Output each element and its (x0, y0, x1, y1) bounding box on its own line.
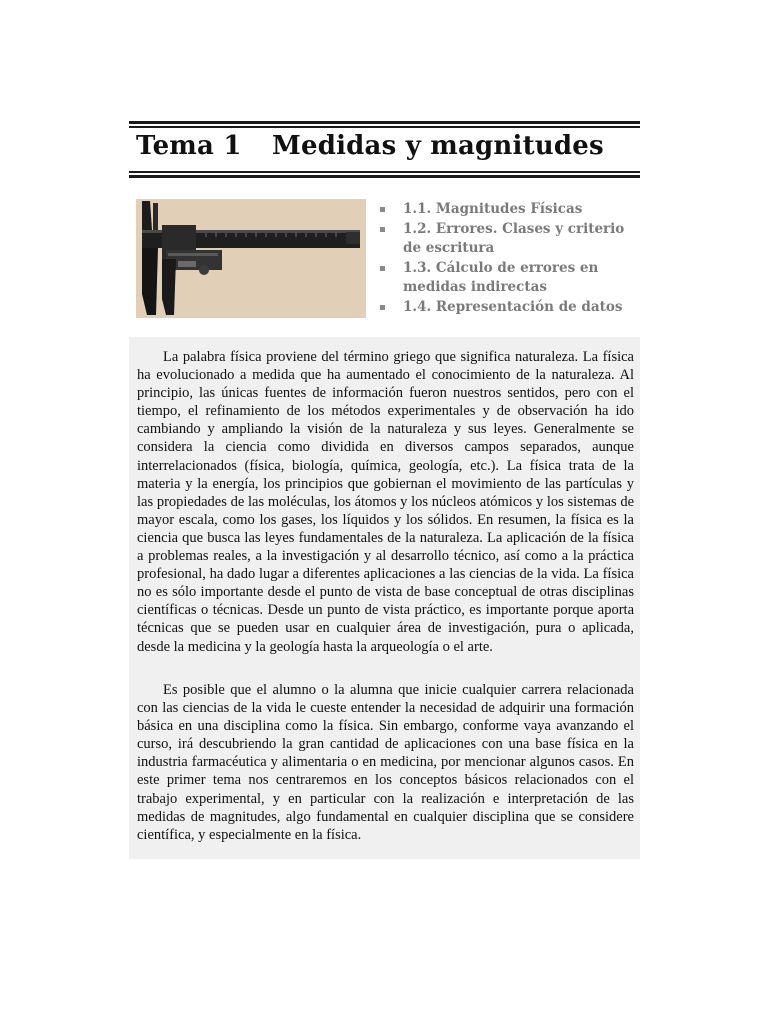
square-bullet-icon (380, 207, 385, 212)
section-item-label: 1.4. Representación de datos (403, 298, 623, 315)
intro-text-box (129, 337, 640, 859)
caliper-image (136, 199, 366, 318)
section-item-1-2[interactable] (378, 220, 640, 259)
chapter-title: Medidas y magnitudes (272, 131, 604, 161)
section-item-1-4[interactable] (378, 298, 640, 318)
section-list (378, 200, 640, 317)
chapter-header (129, 121, 640, 178)
vernier-caliper-icon (136, 199, 366, 318)
header-rule-top (129, 121, 640, 124)
header-rule-bottom-thin (129, 171, 640, 173)
square-bullet-icon (380, 227, 385, 232)
square-bullet-icon (380, 266, 385, 271)
section-item-label: 1.1. Magnitudes Físicas (403, 201, 583, 217)
chapter-number: Tema 1 (136, 131, 242, 161)
header-rule-top-thin (129, 126, 640, 128)
section-item-label: 1.2. Errores. Clases y criterio de escritura (403, 220, 625, 256)
square-bullet-icon (380, 305, 385, 310)
intro-paragraph: Es posible que el alumno o la alumna que inicie cualquier carrera relacionada con las ciencias de la vida le cueste entender la necesidad de adquirir una formación básica en una disciplina como la física. Sin embargo, conforme vaya avanzando el curso, irá descubriendo la gran cantidad de aplicaciones con una base física en la industria farmacéutica y alimentaria o en medicina, por mencionar algunos casos. En este primer tema nos centraremos en los conceptos básicos relacionados con el trabajo experimental, y en particular con la realización e interpretación de las medidas de magnitudes, algo fundamental en cualquier disciplina que se considere científica, y especialmente en la física. (137, 682, 634, 843)
header-rule-bottom (129, 175, 640, 178)
section-item-1-1[interactable] (378, 200, 640, 220)
section-item-label: 1.3. Cálculo de errores en medidas indirectas (403, 259, 599, 295)
section-item-1-3[interactable] (378, 259, 640, 298)
intro-paragraph: La palabra física proviene del término griego que significa naturaleza. La física ha evolucionado a medida que ha aumentado el conocimiento de la naturaleza. Al principio, las únicas fuentes de información fueron nuestros sentidos, pero con el tiempo, el refinamiento de los métodos experimentales y de observación ha ido cambiando y ampliando la visión de la naturaleza y sus leyes. Generalmente se considera la ciencia como dividida en diversos campos separados, aunque interrelacionados (física, biología, química, geología, etc.). La física trata de la materia y la energía, los principios que gobiernan el movimiento de las partículas y las propiedades de las moléculas, los átomos y los núcleos atómicos y los sistemas de mayor escala, como los gases, los líquidos y los sólidos. En resumen, la física es la ciencia que busca las leyes fundamentales de la naturaleza. La aplicación de la física a problemas reales, a la investigación y al desarrollo técnico, así como a la práctica profesional, ha dado lugar a diferentes aplicaciones a las ciencias de la vida. La física no es sólo importante desde el punto de vista de base conceptual de otras disciplinas científicas o técnicas. Desde un punto de vista práctico, es importante porque aporta técnicas que se pueden usar en cualquier área de investigación, pura o aplicada, desde la medicina y la geología hasta la arqueología o el arte. (137, 349, 634, 655)
